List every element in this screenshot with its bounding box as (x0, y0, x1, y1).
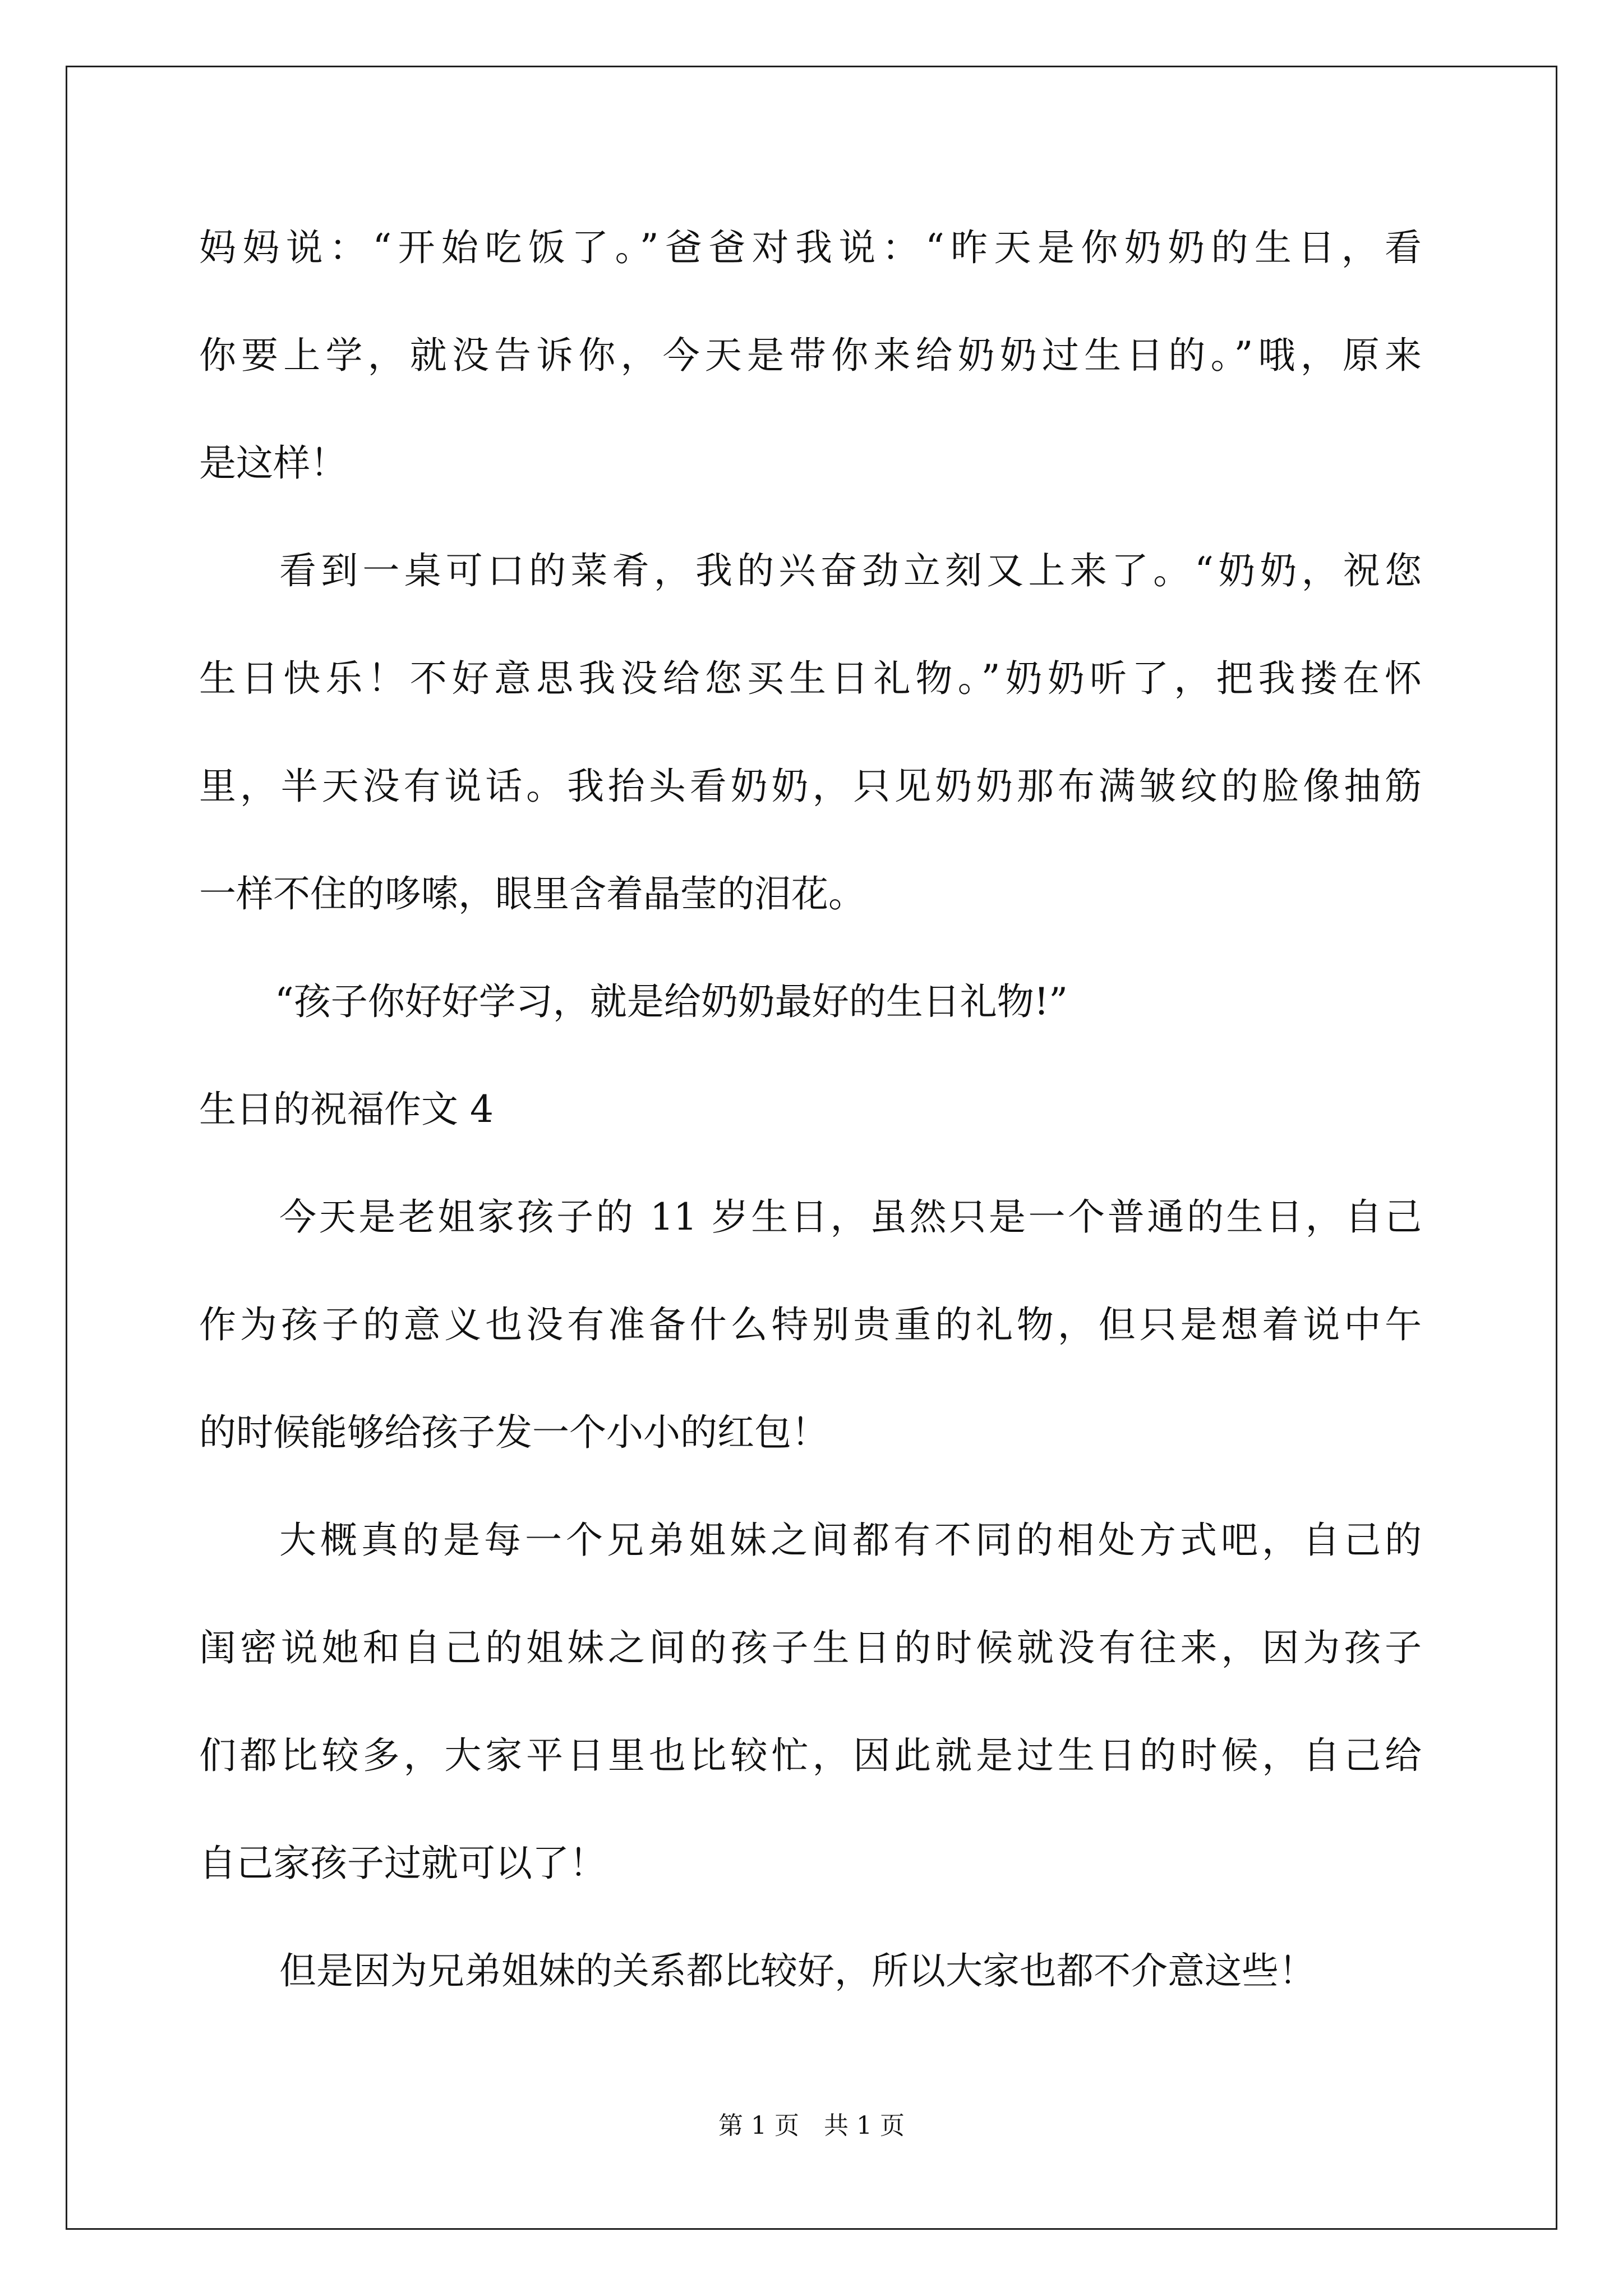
page-number-footer: 第 1 页 共 1 页 (718, 2111, 905, 2140)
text-line: 妈妈说：“开始吃饭了。”爸爸对我说：“昨天是你奶奶的生日，看 (199, 226, 1422, 269)
text-line: 里，半天没有说话。我抬头看奶奶，只见奶奶那布满皱纹的脸像抽筋 (199, 765, 1422, 808)
text-line: 今天是老姐家孩子的 11 岁生日，虽然只是一个普通的生日，自己 (279, 1195, 1422, 1239)
text-line: 作为孩子的意义也没有准备什么特别贵重的礼物，但只是想着说中午 (199, 1303, 1422, 1346)
text-line: 们都比较多，大家平日里也比较忙，因此就是过生日的时候，自己给 (199, 1734, 1422, 1777)
text-line: 看到一桌可口的菜肴，我的兴奋劲立刻又上来了。“奶奶，祝您 (279, 549, 1422, 592)
text-line: 一样不住的哆嗦，眼里含着晶莹的泪花。 (199, 872, 865, 915)
text-line: “孩子你好好学习，就是给奶奶最好的生日礼物!” (275, 980, 1068, 1023)
section-heading: 生日的祝福作文 4 (199, 1088, 494, 1131)
text-line: 生日快乐！不好意思我没给您买生日礼物。”奶奶听了，把我搂在怀 (199, 657, 1422, 700)
page-border (66, 66, 1557, 2230)
text-line: 的时候能够给孩子发一个小小的红包！ (199, 1411, 828, 1454)
text-line: 是这样！ (199, 441, 347, 485)
text-line: 闺密说她和自己的姐妹之间的孩子生日的时候就没有往来，因为孩子 (199, 1626, 1422, 1669)
text-line: 自己家孩子过就可以了！ (199, 1842, 606, 1885)
text-line: 你要上学，就没告诉你，今天是带你来给奶奶过生日的。”哦，原来 (199, 334, 1422, 377)
text-line: 但是因为兄弟姐妹的关系都比较好，所以大家也都不介意这些！ (279, 1949, 1316, 1993)
text-line: 大概真的是每一个兄弟姐妹之间都有不同的相处方式吧，自己的 (279, 1519, 1422, 1562)
